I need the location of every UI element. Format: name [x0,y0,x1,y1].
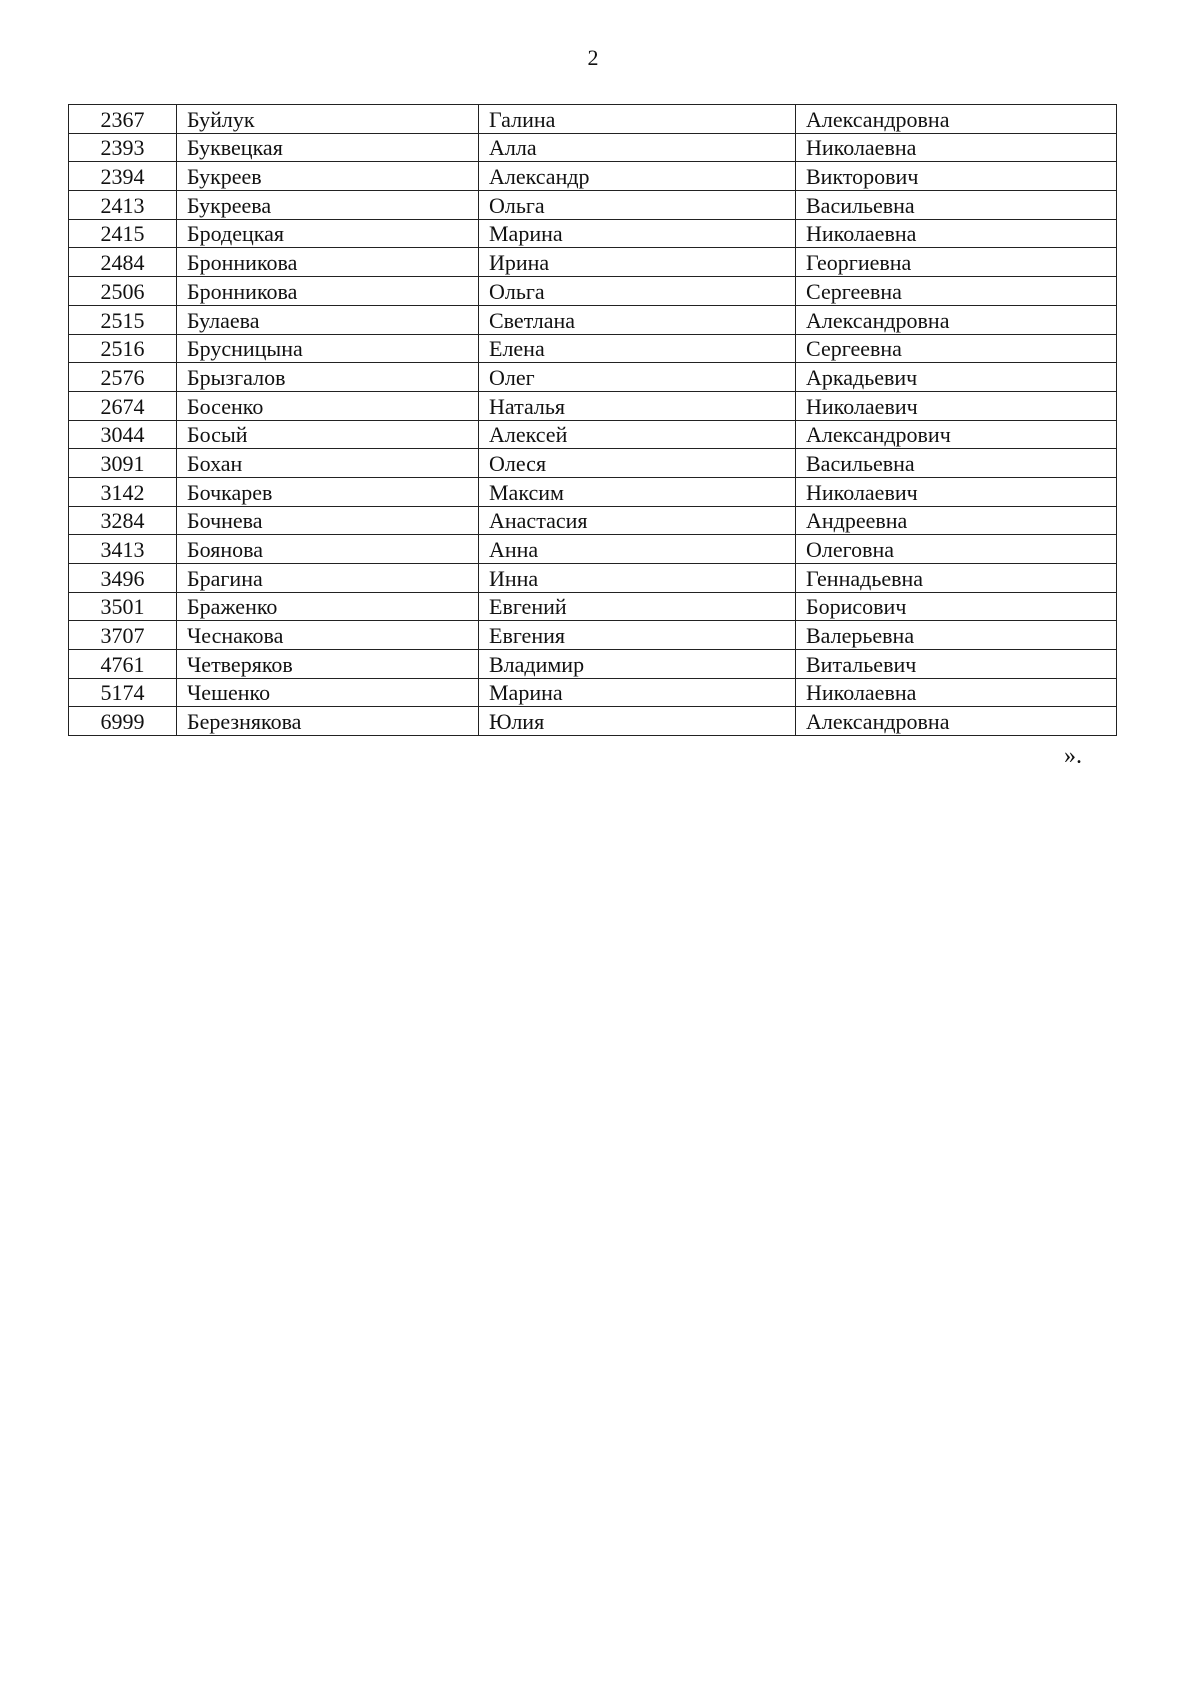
cell-id: 2674 [69,391,177,420]
cell-first-name: Олег [479,363,796,392]
cell-first-name: Ольга [479,277,796,306]
cell-first-name: Светлана [479,305,796,334]
table-row [69,363,1117,392]
cell-patronymic: Сергеевна [796,277,1117,306]
cell-surname: Бохан [177,449,479,478]
cell-first-name: Александр [479,162,796,191]
cell-surname: Браженко [177,592,479,621]
cell-first-name: Марина [479,219,796,248]
roster-table [68,104,1117,736]
cell-surname: Бочкарев [177,477,479,506]
cell-surname: Брусницына [177,334,479,363]
cell-patronymic: Геннадьевна [796,564,1117,593]
cell-id: 2415 [69,219,177,248]
table-row [69,477,1117,506]
table-row [69,592,1117,621]
cell-first-name: Анна [479,535,796,564]
cell-id: 2516 [69,334,177,363]
cell-first-name: Алексей [479,420,796,449]
cell-id: 2413 [69,191,177,220]
cell-id: 3044 [69,420,177,449]
cell-patronymic: Васильевна [796,449,1117,478]
cell-patronymic: Александрович [796,420,1117,449]
table-row [69,535,1117,564]
cell-surname: Босый [177,420,479,449]
cell-id: 3413 [69,535,177,564]
table-row [69,162,1117,191]
cell-surname: Букреев [177,162,479,191]
cell-patronymic: Николаевна [796,678,1117,707]
cell-surname: Брызгалов [177,363,479,392]
cell-first-name: Инна [479,564,796,593]
cell-id: 3284 [69,506,177,535]
cell-surname: Буйлук [177,105,479,134]
cell-surname: Березнякова [177,707,479,736]
cell-patronymic: Николаевич [796,391,1117,420]
cell-first-name: Алла [479,133,796,162]
table-row [69,449,1117,478]
cell-patronymic: Николаевна [796,133,1117,162]
table-row [69,334,1117,363]
cell-first-name: Евгения [479,621,796,650]
table-row [69,678,1117,707]
cell-id: 4761 [69,650,177,679]
roster-body [69,105,1117,736]
table-row [69,305,1117,334]
table-row [69,650,1117,679]
cell-id: 2576 [69,363,177,392]
cell-patronymic: Олеговна [796,535,1117,564]
cell-surname: Бронникова [177,248,479,277]
table-row [69,506,1117,535]
table-row [69,420,1117,449]
cell-first-name: Наталья [479,391,796,420]
closing-quote-mark: ». [1064,743,1082,769]
cell-patronymic: Викторович [796,162,1117,191]
table-row [69,248,1117,277]
cell-first-name: Олеся [479,449,796,478]
cell-id: 3496 [69,564,177,593]
cell-patronymic: Александровна [796,305,1117,334]
cell-patronymic: Витальевич [796,650,1117,679]
table-row [69,277,1117,306]
cell-id: 6999 [69,707,177,736]
cell-first-name: Марина [479,678,796,707]
cell-surname: Босенко [177,391,479,420]
table-row [69,219,1117,248]
cell-id: 2484 [69,248,177,277]
cell-id: 2506 [69,277,177,306]
cell-patronymic: Андреевна [796,506,1117,535]
cell-id: 2393 [69,133,177,162]
cell-surname: Чеснакова [177,621,479,650]
cell-patronymic: Валерьевна [796,621,1117,650]
cell-id: 5174 [69,678,177,707]
table-row [69,191,1117,220]
cell-patronymic: Николаевич [796,477,1117,506]
cell-surname: Четверяков [177,650,479,679]
cell-first-name: Ольга [479,191,796,220]
cell-id: 2367 [69,105,177,134]
cell-first-name: Галина [479,105,796,134]
cell-patronymic: Васильевна [796,191,1117,220]
cell-patronymic: Борисович [796,592,1117,621]
cell-surname: Брагина [177,564,479,593]
cell-surname: Буквецкая [177,133,479,162]
cell-surname: Боянова [177,535,479,564]
cell-patronymic: Аркадьевич [796,363,1117,392]
cell-patronymic: Сергеевна [796,334,1117,363]
cell-first-name: Юлия [479,707,796,736]
cell-surname: Бочнева [177,506,479,535]
cell-id: 2394 [69,162,177,191]
table-row [69,564,1117,593]
cell-id: 3501 [69,592,177,621]
cell-first-name: Максим [479,477,796,506]
table-row [69,621,1117,650]
cell-first-name: Анастасия [479,506,796,535]
cell-surname: Бронникова [177,277,479,306]
cell-first-name: Владимир [479,650,796,679]
cell-first-name: Елена [479,334,796,363]
cell-surname: Букреева [177,191,479,220]
cell-surname: Чешенко [177,678,479,707]
cell-first-name: Ирина [479,248,796,277]
page-number: 2 [587,45,599,70]
cell-first-name: Евгений [479,592,796,621]
table-row [69,391,1117,420]
table-row [69,133,1117,162]
table-row [69,707,1117,736]
cell-patronymic: Александровна [796,707,1117,736]
cell-patronymic: Николаевна [796,219,1117,248]
cell-id: 3707 [69,621,177,650]
table-row [69,105,1117,134]
cell-patronymic: Александровна [796,105,1117,134]
cell-patronymic: Георгиевна [796,248,1117,277]
cell-surname: Бродецкая [177,219,479,248]
cell-surname: Булаева [177,305,479,334]
cell-id: 3091 [69,449,177,478]
cell-id: 3142 [69,477,177,506]
cell-id: 2515 [69,305,177,334]
